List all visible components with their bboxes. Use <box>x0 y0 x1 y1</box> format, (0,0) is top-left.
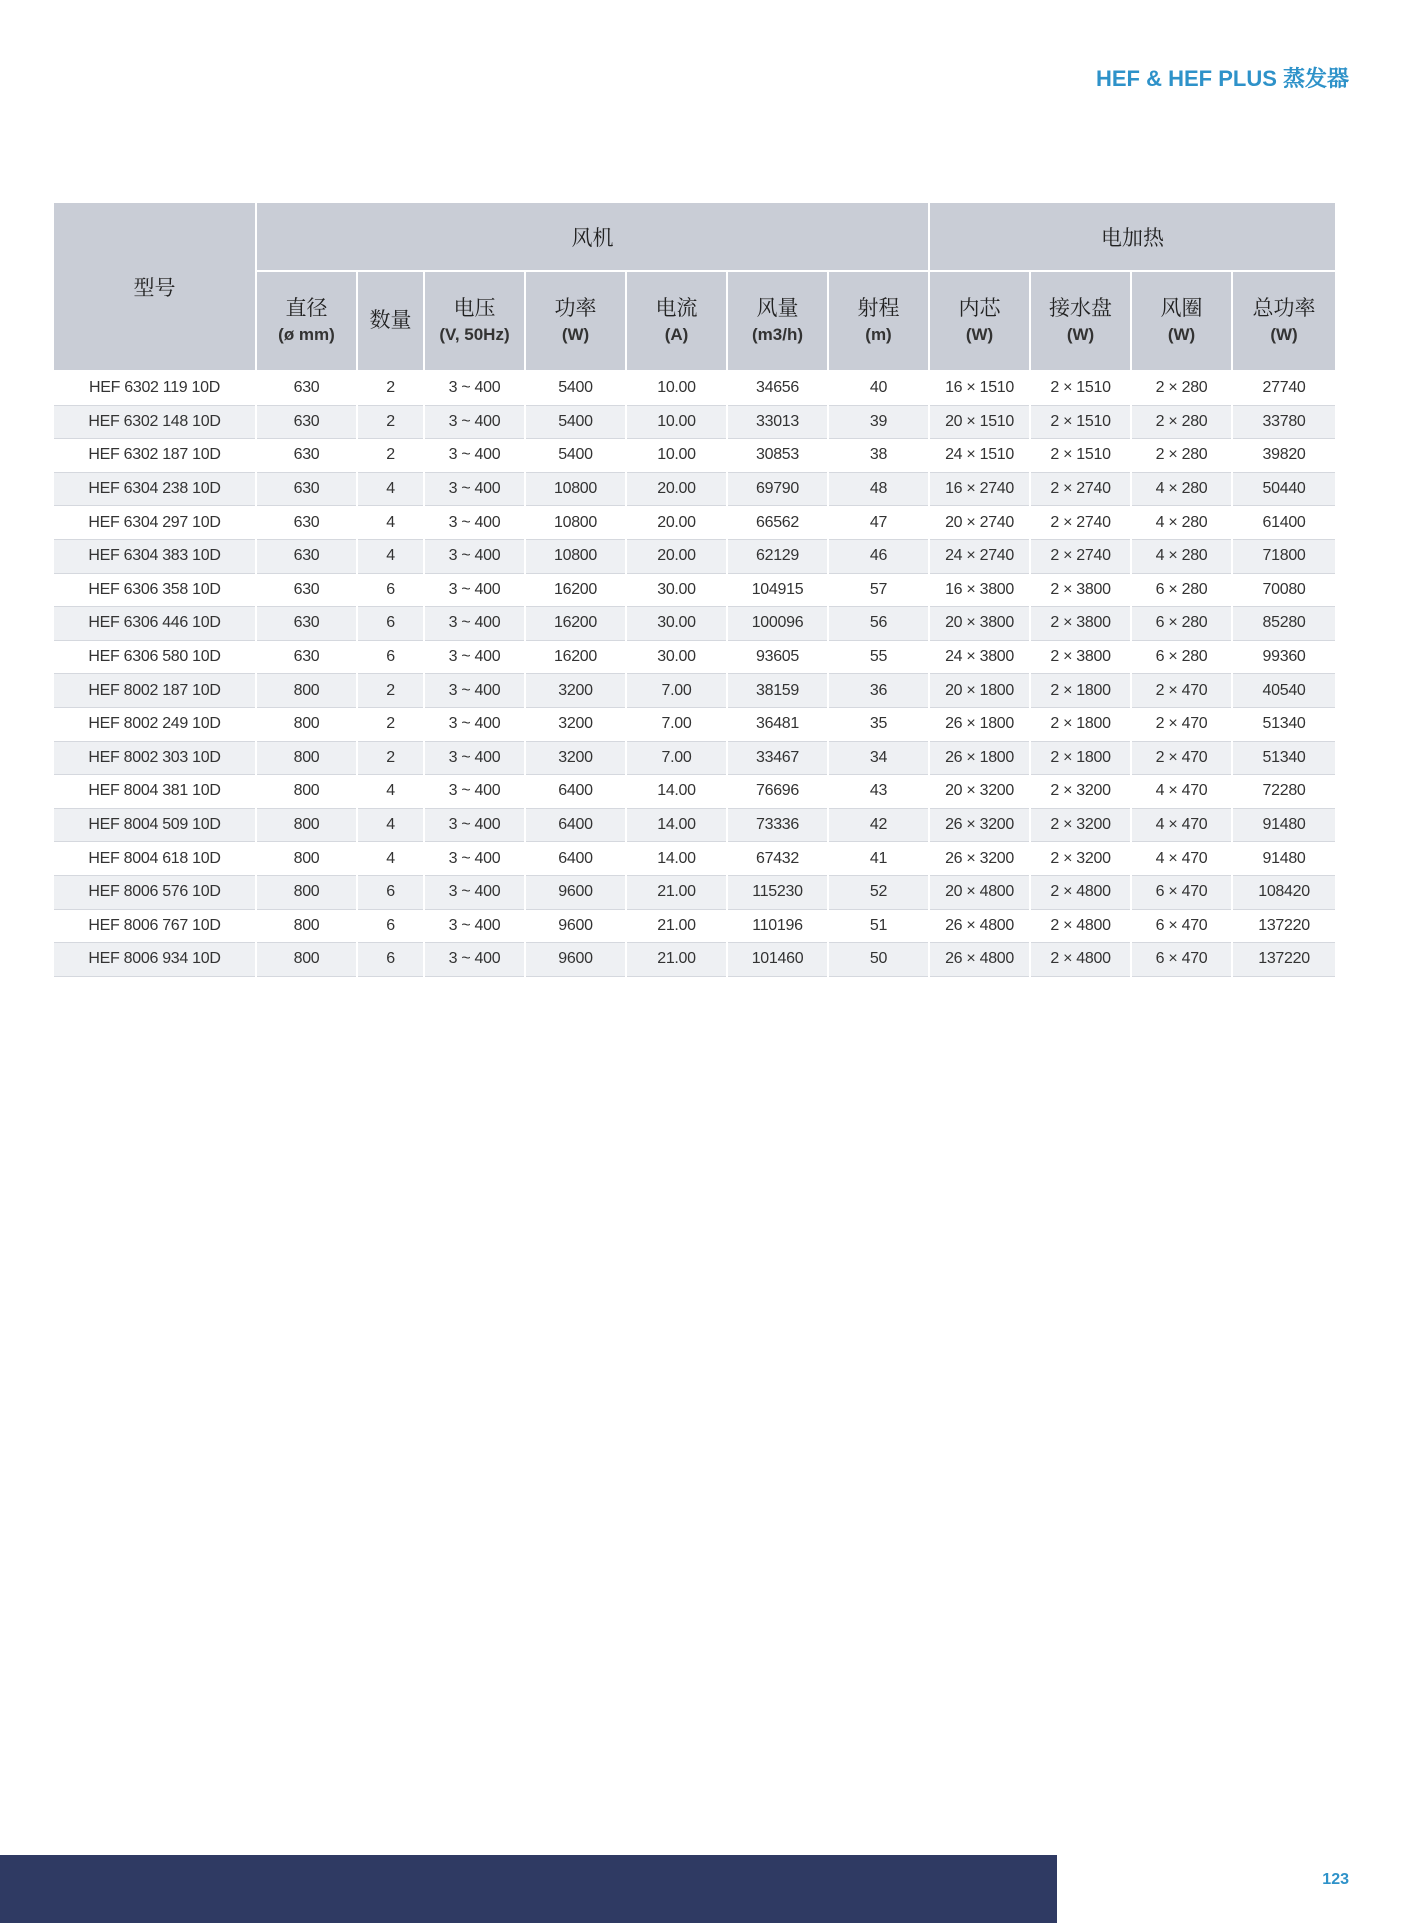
table-cell: 24 × 3800 <box>929 640 1030 674</box>
column-header-unit: (m) <box>865 324 892 344</box>
column-header-unit: (W) <box>965 324 994 344</box>
table-cell: 21.00 <box>626 943 727 977</box>
column-header-label: 内芯 <box>958 297 1001 321</box>
table-cell: 48 <box>828 472 929 506</box>
table-cell: 24 × 1510 <box>929 439 1030 473</box>
table-cell: 6 <box>357 607 424 641</box>
model-cell: HEF 6304 383 10D <box>54 539 256 573</box>
table-body <box>54 371 1335 976</box>
model-cell: HEF 8004 618 10D <box>54 842 256 876</box>
model-cell: HEF 6302 119 10D <box>54 371 256 405</box>
table-cell: 16200 <box>525 640 626 674</box>
table-row <box>54 943 1335 977</box>
column-header-label: 电压 <box>453 297 496 321</box>
table-row <box>54 674 1335 708</box>
table-row <box>54 506 1335 540</box>
column-header-unit: (W) <box>561 324 590 344</box>
table-cell: 33780 <box>1232 405 1335 439</box>
table-cell: 56 <box>828 607 929 641</box>
table-cell: 2 × 1800 <box>1030 707 1131 741</box>
table-cell: 3 ~ 400 <box>424 842 525 876</box>
table-cell: 3 ~ 400 <box>424 472 525 506</box>
table-cell: 3200 <box>525 707 626 741</box>
column-header <box>929 271 1030 371</box>
table-row <box>54 439 1335 473</box>
table-cell: 14.00 <box>626 775 727 809</box>
column-header-label: 总功率 <box>1252 297 1316 321</box>
table-cell: 52 <box>828 875 929 909</box>
column-header-unit: (ø mm) <box>278 324 335 344</box>
table-cell: 34 <box>828 741 929 775</box>
table-cell: 2 <box>357 707 424 741</box>
table-cell: 3200 <box>525 674 626 708</box>
table-cell: 7.00 <box>626 741 727 775</box>
table-cell: 39820 <box>1232 439 1335 473</box>
table-cell: 26 × 4800 <box>929 909 1030 943</box>
column-header <box>256 271 357 371</box>
table-cell: 20.00 <box>626 539 727 573</box>
table-cell: 3 ~ 400 <box>424 909 525 943</box>
table-cell: 4 <box>357 775 424 809</box>
column-header <box>727 271 828 371</box>
table-cell: 50 <box>828 943 929 977</box>
table-cell: 30.00 <box>626 573 727 607</box>
column-header-unit: (W) <box>1066 324 1095 344</box>
table-cell: 4 × 470 <box>1131 808 1232 842</box>
table-cell: 2 × 470 <box>1131 707 1232 741</box>
table-cell: 47 <box>828 506 929 540</box>
table-cell: 630 <box>256 640 357 674</box>
model-cell: HEF 8006 767 10D <box>54 909 256 943</box>
table-cell: 6 × 470 <box>1131 943 1232 977</box>
table-cell: 630 <box>256 405 357 439</box>
table-cell: 3 ~ 400 <box>424 371 525 405</box>
table-cell: 30.00 <box>626 640 727 674</box>
table-row <box>54 875 1335 909</box>
table-cell: 46 <box>828 539 929 573</box>
table-cell: 16 × 2740 <box>929 472 1030 506</box>
table-cell: 16200 <box>525 573 626 607</box>
table-cell: 72280 <box>1232 775 1335 809</box>
table-cell: 4 × 470 <box>1131 842 1232 876</box>
table-cell: 38159 <box>727 674 828 708</box>
model-cell: HEF 6304 238 10D <box>54 472 256 506</box>
table-cell: 3 ~ 400 <box>424 539 525 573</box>
table-cell: 57 <box>828 573 929 607</box>
table-cell: 3 ~ 400 <box>424 707 525 741</box>
model-cell: HEF 8002 187 10D <box>54 674 256 708</box>
table-cell: 16200 <box>525 607 626 641</box>
table-row <box>54 808 1335 842</box>
table-cell: 7.00 <box>626 707 727 741</box>
table-cell: 630 <box>256 506 357 540</box>
table-cell: 137220 <box>1232 909 1335 943</box>
table-cell: 14.00 <box>626 808 727 842</box>
table-cell: 20 × 4800 <box>929 875 1030 909</box>
table-cell: 2 × 2740 <box>1030 539 1131 573</box>
table-cell: 2 × 470 <box>1131 741 1232 775</box>
table-cell: 6 × 470 <box>1131 875 1232 909</box>
table-cell: 5400 <box>525 439 626 473</box>
table-cell: 630 <box>256 573 357 607</box>
table-cell: 4 × 280 <box>1131 472 1232 506</box>
model-cell: HEF 6306 446 10D <box>54 607 256 641</box>
table-cell: 630 <box>256 607 357 641</box>
table-cell: 2 × 4800 <box>1030 875 1131 909</box>
table-cell: 6400 <box>525 842 626 876</box>
table-cell: 6400 <box>525 808 626 842</box>
table-cell: 3 ~ 400 <box>424 875 525 909</box>
column-header <box>1232 271 1335 371</box>
table-cell: 800 <box>256 674 357 708</box>
model-cell: HEF 6306 358 10D <box>54 573 256 607</box>
table-cell: 51 <box>828 909 929 943</box>
footer-bar <box>0 1855 1057 1923</box>
table-cell: 40 <box>828 371 929 405</box>
table-cell: 104915 <box>727 573 828 607</box>
table-cell: 9600 <box>525 909 626 943</box>
table-cell: 6400 <box>525 775 626 809</box>
model-cell: HEF 8002 249 10D <box>54 707 256 741</box>
table-cell: 3200 <box>525 741 626 775</box>
table-cell: 2 × 1510 <box>1030 405 1131 439</box>
table-cell: 10.00 <box>626 371 727 405</box>
table-cell: 70080 <box>1232 573 1335 607</box>
table-cell: 10.00 <box>626 405 727 439</box>
table-cell: 2 × 1800 <box>1030 741 1131 775</box>
table-cell: 20.00 <box>626 472 727 506</box>
table-cell: 100096 <box>727 607 828 641</box>
table-cell: 50440 <box>1232 472 1335 506</box>
table-cell: 26 × 3200 <box>929 808 1030 842</box>
header-model: 型号 <box>54 203 256 371</box>
column-header-label: 接水盘 <box>1049 297 1113 321</box>
table-cell: 800 <box>256 808 357 842</box>
table-row <box>54 405 1335 439</box>
table-cell: 137220 <box>1232 943 1335 977</box>
table-cell: 26 × 1800 <box>929 741 1030 775</box>
table-cell: 2 <box>357 371 424 405</box>
table-row <box>54 909 1335 943</box>
table-cell: 91480 <box>1232 808 1335 842</box>
table-cell: 42 <box>828 808 929 842</box>
column-header <box>626 271 727 371</box>
table-cell: 2 × 280 <box>1131 371 1232 405</box>
table-cell: 108420 <box>1232 875 1335 909</box>
table-cell: 2 <box>357 741 424 775</box>
table-cell: 4 × 280 <box>1131 539 1232 573</box>
table-cell: 38 <box>828 439 929 473</box>
column-header-unit: (W) <box>1167 324 1196 344</box>
table-cell: 630 <box>256 472 357 506</box>
table-cell: 69790 <box>727 472 828 506</box>
table-cell: 16 × 1510 <box>929 371 1030 405</box>
model-cell: HEF 8006 934 10D <box>54 943 256 977</box>
table-cell: 2 × 4800 <box>1030 909 1131 943</box>
table-cell: 5400 <box>525 371 626 405</box>
table-row <box>54 472 1335 506</box>
table-cell: 51340 <box>1232 741 1335 775</box>
table-cell: 2 × 1510 <box>1030 439 1131 473</box>
table-cell: 20 × 1510 <box>929 405 1030 439</box>
table-cell: 34656 <box>727 371 828 405</box>
table-cell: 20.00 <box>626 506 727 540</box>
table-cell: 2 <box>357 439 424 473</box>
table-cell: 27740 <box>1232 371 1335 405</box>
table-cell: 3 ~ 400 <box>424 607 525 641</box>
table-row <box>54 707 1335 741</box>
table-cell: 2 × 280 <box>1131 405 1232 439</box>
table-cell: 4 <box>357 808 424 842</box>
table-cell: 800 <box>256 909 357 943</box>
model-cell: HEF 8004 381 10D <box>54 775 256 809</box>
table-cell: 21.00 <box>626 909 727 943</box>
table-cell: 800 <box>256 741 357 775</box>
column-header-label: 射程 <box>857 297 900 321</box>
table-row <box>54 371 1335 405</box>
table-cell: 630 <box>256 539 357 573</box>
table-cell: 20 × 1800 <box>929 674 1030 708</box>
table-cell: 35 <box>828 707 929 741</box>
column-header-unit: (W) <box>1270 324 1298 344</box>
table-cell: 16 × 3800 <box>929 573 1030 607</box>
table-cell: 73336 <box>727 808 828 842</box>
table-cell: 2 × 3800 <box>1030 573 1131 607</box>
table-cell: 3 ~ 400 <box>424 775 525 809</box>
table-cell: 20 × 3800 <box>929 607 1030 641</box>
table-cell: 3 ~ 400 <box>424 943 525 977</box>
table-cell: 2 × 280 <box>1131 439 1232 473</box>
table-cell: 26 × 1800 <box>929 707 1030 741</box>
table-cell: 6 × 280 <box>1131 573 1232 607</box>
table-cell: 3 ~ 400 <box>424 506 525 540</box>
table-cell: 10800 <box>525 472 626 506</box>
table-cell: 30853 <box>727 439 828 473</box>
table-cell: 110196 <box>727 909 828 943</box>
table-cell: 9600 <box>525 875 626 909</box>
table-row <box>54 607 1335 641</box>
table-cell: 2 × 1800 <box>1030 674 1131 708</box>
table-cell: 2 × 1510 <box>1030 371 1131 405</box>
table-cell: 800 <box>256 875 357 909</box>
table-cell: 2 × 3800 <box>1030 607 1131 641</box>
table-cell: 115230 <box>727 875 828 909</box>
model-cell: HEF 8002 303 10D <box>54 741 256 775</box>
table-cell: 21.00 <box>626 875 727 909</box>
table-cell: 61400 <box>1232 506 1335 540</box>
table-row <box>54 539 1335 573</box>
table-cell: 41 <box>828 842 929 876</box>
table-cell: 2 × 3800 <box>1030 640 1131 674</box>
table-cell: 91480 <box>1232 842 1335 876</box>
table-cell: 630 <box>256 439 357 473</box>
table-cell: 33467 <box>727 741 828 775</box>
table-cell: 40540 <box>1232 674 1335 708</box>
table-cell: 26 × 4800 <box>929 943 1030 977</box>
spec-table <box>54 203 1335 977</box>
table-cell: 76696 <box>727 775 828 809</box>
table-cell: 4 <box>357 539 424 573</box>
table-cell: 4 × 280 <box>1131 506 1232 540</box>
page-number: 123 <box>1322 1871 1349 1888</box>
table-cell: 4 <box>357 472 424 506</box>
table-cell: 14.00 <box>626 842 727 876</box>
table-cell: 800 <box>256 707 357 741</box>
model-cell: HEF 6302 148 10D <box>54 405 256 439</box>
page-header-title: HEF & HEF PLUS 蒸发器 <box>1095 66 1349 91</box>
table-cell: 2 × 3200 <box>1030 842 1131 876</box>
table-cell: 36 <box>828 674 929 708</box>
table-row <box>54 741 1335 775</box>
table-cell: 2 <box>357 405 424 439</box>
table-cell: 3 ~ 400 <box>424 741 525 775</box>
model-cell: HEF 8004 509 10D <box>54 808 256 842</box>
table-cell: 36481 <box>727 707 828 741</box>
table-cell: 26 × 3200 <box>929 842 1030 876</box>
table-cell: 43 <box>828 775 929 809</box>
table-cell: 800 <box>256 842 357 876</box>
table-cell: 2 <box>357 674 424 708</box>
column-header <box>828 271 929 371</box>
table-cell: 51340 <box>1232 707 1335 741</box>
table-cell: 2 × 2740 <box>1030 506 1131 540</box>
table-cell: 3 ~ 400 <box>424 808 525 842</box>
column-header-unit: (V, 50Hz) <box>439 324 510 344</box>
table-row <box>54 640 1335 674</box>
table-cell: 66562 <box>727 506 828 540</box>
header-group-fan: 风机 <box>256 203 929 271</box>
table-cell: 7.00 <box>626 674 727 708</box>
table-cell: 3 ~ 400 <box>424 439 525 473</box>
column-header-label: 风圈 <box>1160 297 1203 321</box>
column-header <box>424 271 525 371</box>
column-header <box>1131 271 1232 371</box>
column-header-label: 风量 <box>756 297 799 321</box>
table-cell: 2 × 3200 <box>1030 808 1131 842</box>
table-cell: 2 × 3200 <box>1030 775 1131 809</box>
column-header-unit: (m3/h) <box>752 324 803 344</box>
model-cell: HEF 8006 576 10D <box>54 875 256 909</box>
table-cell: 62129 <box>727 539 828 573</box>
table-cell: 67432 <box>727 842 828 876</box>
table-cell: 9600 <box>525 943 626 977</box>
table-cell: 4 <box>357 842 424 876</box>
table-cell: 24 × 2740 <box>929 539 1030 573</box>
table-cell: 6 <box>357 943 424 977</box>
table-cell: 3 ~ 400 <box>424 674 525 708</box>
table-cell: 99360 <box>1232 640 1335 674</box>
table-cell: 93605 <box>727 640 828 674</box>
table-cell: 101460 <box>727 943 828 977</box>
model-cell: HEF 6304 297 10D <box>54 506 256 540</box>
table-cell: 2 × 4800 <box>1030 943 1131 977</box>
table-cell: 30.00 <box>626 607 727 641</box>
table-cell: 6 <box>357 573 424 607</box>
table-cell: 6 × 280 <box>1131 607 1232 641</box>
table-cell: 6 × 470 <box>1131 909 1232 943</box>
table-cell: 2 × 2740 <box>1030 472 1131 506</box>
table-cell: 71800 <box>1232 539 1335 573</box>
table-cell: 6 <box>357 640 424 674</box>
table-cell: 6 × 280 <box>1131 640 1232 674</box>
table-cell: 2 × 470 <box>1131 674 1232 708</box>
column-header <box>1030 271 1131 371</box>
column-header-label: 功率 <box>554 297 597 321</box>
table-cell: 55 <box>828 640 929 674</box>
column-header-unit: (A) <box>664 324 689 344</box>
table-cell: 10800 <box>525 506 626 540</box>
table-cell: 39 <box>828 405 929 439</box>
table-cell: 3 ~ 400 <box>424 573 525 607</box>
table-cell: 20 × 3200 <box>929 775 1030 809</box>
column-header <box>525 271 626 371</box>
table-cell: 800 <box>256 943 357 977</box>
table-cell: 33013 <box>727 405 828 439</box>
table-row <box>54 775 1335 809</box>
table-row <box>54 842 1335 876</box>
table-cell: 3 ~ 400 <box>424 405 525 439</box>
column-header <box>357 271 424 371</box>
table-cell: 5400 <box>525 405 626 439</box>
table-cell: 630 <box>256 371 357 405</box>
table-cell: 4 × 470 <box>1131 775 1232 809</box>
table-row <box>54 573 1335 607</box>
table-cell: 4 <box>357 506 424 540</box>
table-cell: 6 <box>357 875 424 909</box>
column-header-label: 直径 <box>285 297 328 321</box>
table-cell: 800 <box>256 775 357 809</box>
header-group-heating: 电加热 <box>929 203 1335 271</box>
table-cell: 20 × 2740 <box>929 506 1030 540</box>
table-cell: 10.00 <box>626 439 727 473</box>
model-cell: HEF 6306 580 10D <box>54 640 256 674</box>
column-header-label: 电流 <box>655 297 698 321</box>
table-cell: 3 ~ 400 <box>424 640 525 674</box>
table-cell: 10800 <box>525 539 626 573</box>
model-cell: HEF 6302 187 10D <box>54 439 256 473</box>
column-header-label: 数量 <box>369 308 412 332</box>
table-cell: 85280 <box>1232 607 1335 641</box>
table-cell: 6 <box>357 909 424 943</box>
